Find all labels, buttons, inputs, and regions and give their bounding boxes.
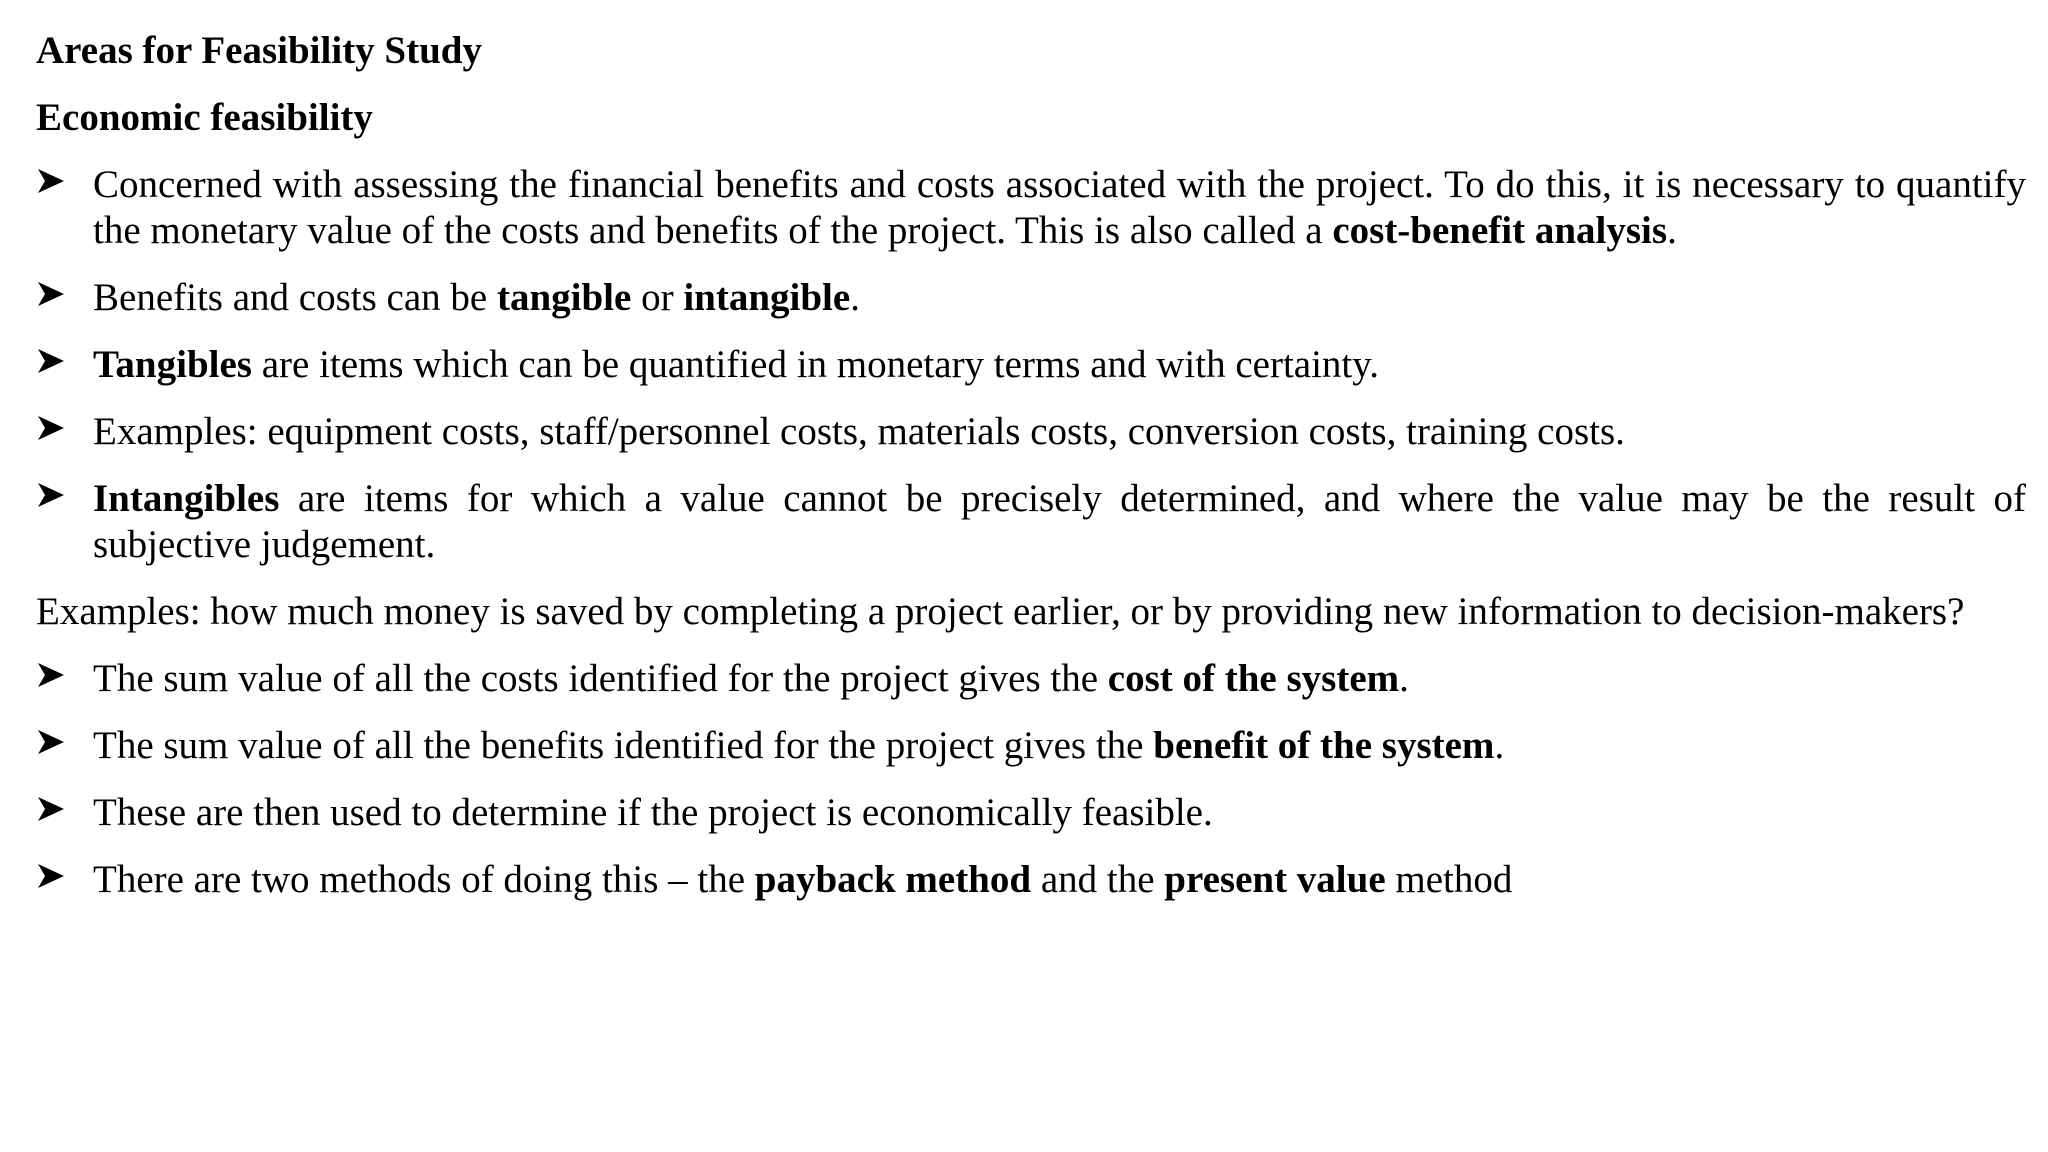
bullet-item [36,790,2026,836]
bold-term: Intangibles [93,477,280,520]
bullet-item [36,857,2026,903]
text-run: Benefits and costs can be [93,276,497,319]
text-run: are items for which a value cannot be precisely determined, and where the value may be the result of subjective judgement. [93,477,2026,566]
text-run: are items which can be quantified in monetary terms and with certainty. [251,343,1379,386]
text-run: . [1494,724,1505,767]
examples-paragraph: Examples: how much money is saved by completing a project earlier, or by providing new information to decision-makers? [36,590,1965,633]
bullet-item [36,656,2026,702]
bullet-item [36,476,2026,568]
text-run: and the [1031,858,1165,901]
text-run: There are two methods of doing this – the [93,858,755,901]
bold-term: present value [1164,858,1386,901]
bold-term: intangible [683,276,851,319]
text-run: Examples: equipment costs, staff/personnel costs, materials costs, conversion costs, training costs. [93,410,1625,453]
text-run: Concerned with assessing the financial benefits and costs associated with the project. To do this, it is necessary to quantify the monetary value of the costs and benefits of the project. This is also called a [93,163,2026,252]
text-run: . [1667,209,1677,252]
bullet-item [36,342,2026,388]
arrowhead-bullet-icon [36,727,66,757]
bullet-item [36,409,2026,455]
text-run: or [631,276,684,319]
arrowhead-bullet-icon [36,794,66,824]
text-run: The sum value of all the benefits identified for the project gives the [93,724,1154,767]
arrowhead-bullet-icon [36,166,66,196]
bold-term: cost of the system [1107,657,1400,700]
bullet-text [93,724,1504,767]
text-run: method [1385,858,1513,901]
bullet-list-1 [36,162,2026,568]
bullet-text [93,657,1409,700]
arrowhead-bullet-icon [36,861,66,891]
bullet-text [93,477,2026,566]
text-run: . [1399,657,1409,700]
arrowhead-bullet-icon [36,413,66,443]
arrowhead-bullet-icon [36,660,66,690]
bold-term: payback method [754,858,1032,901]
bullet-text [93,163,2026,252]
bold-term: tangible [496,276,632,319]
section-heading: Economic feasibility [36,96,373,139]
bullet-item [36,275,2026,321]
bullet-text [93,276,860,319]
arrowhead-bullet-icon [36,346,66,376]
bullet-text [93,343,1379,386]
bullet-text [93,858,1512,901]
page-title: Areas for Feasibility Study [36,29,482,72]
bold-term: cost-benefit analysis [1332,209,1668,252]
bullet-list-2 [36,656,2026,903]
text-run: . [850,276,860,319]
document-page [36,28,2026,924]
bold-term: Tangibles [93,343,252,386]
bullet-text [93,410,1625,453]
bullet-item [36,162,2026,254]
bullet-text [93,791,1213,834]
arrowhead-bullet-icon [36,279,66,309]
bullet-item [36,723,2026,769]
text-run: These are then used to determine if the project is economically feasible. [93,791,1213,834]
arrowhead-bullet-icon [36,480,66,510]
text-run: The sum value of all the costs identified for the project gives the [93,657,1108,700]
bold-term: benefit of the system [1153,724,1495,767]
